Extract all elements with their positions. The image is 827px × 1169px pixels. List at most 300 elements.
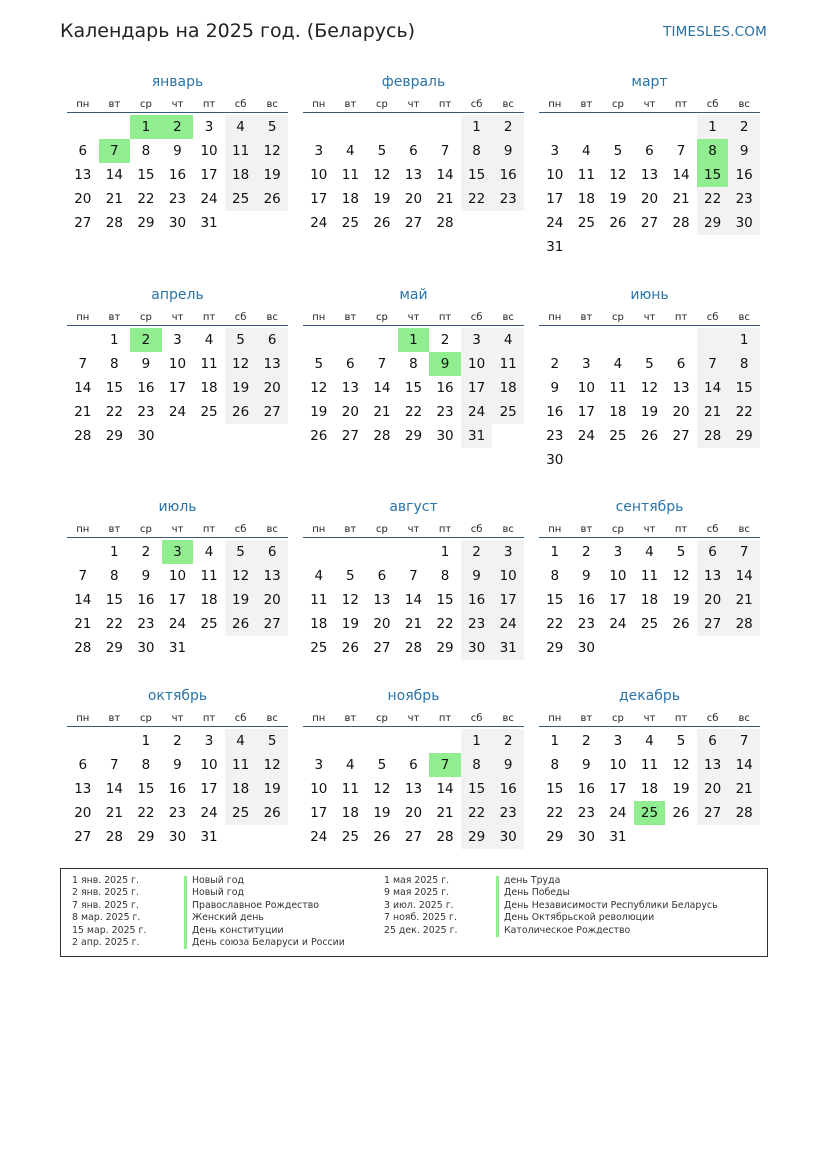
day-cell: 26: [672, 616, 690, 632]
day-cell: 6: [676, 356, 686, 372]
day-cell: 13: [404, 781, 423, 797]
empty-cell: [634, 328, 666, 352]
day-cell: 6: [409, 757, 418, 773]
day-cell: 7: [78, 356, 88, 372]
day-cell: 3: [613, 544, 623, 560]
month-name: сентябрь: [615, 499, 684, 515]
day-cell: 4: [225, 729, 257, 753]
day-cell: 16: [546, 404, 564, 420]
day-cell: 13: [341, 380, 359, 396]
legend-right-marker: [496, 876, 499, 937]
day-cell: 26: [310, 428, 328, 444]
weekday-label: сб: [234, 99, 247, 110]
month-9: [539, 493, 760, 660]
legend-name: Новый год: [192, 875, 244, 886]
page-title: Календарь на 2025 год. (Беларусь): [60, 20, 416, 42]
day-grid: [539, 729, 760, 849]
weekday-label: вт: [344, 713, 357, 724]
day-cell: 23: [577, 616, 595, 632]
day-cell: 29: [105, 640, 123, 656]
day-cell: 17: [200, 781, 218, 797]
day-cell: 17: [310, 191, 328, 207]
day-cell: 27: [341, 428, 359, 444]
weekday-label: пн: [548, 99, 562, 110]
legend-date: 1 янв. 2025 г.: [72, 875, 139, 886]
day-cell: 7: [728, 540, 760, 564]
day-cell: 21: [373, 404, 391, 420]
day-cell: 22: [546, 805, 564, 821]
day-cell: 5: [225, 540, 257, 564]
day-cell: 22: [137, 191, 155, 207]
day-cell: 14: [373, 380, 391, 396]
day-cell: 29: [404, 428, 423, 444]
day-cell: 10: [200, 757, 218, 773]
day-cell: 24: [200, 191, 218, 207]
day-cell: 12: [341, 592, 359, 608]
weekday-label: вт: [344, 312, 357, 323]
day-cell: 22: [137, 805, 155, 821]
day-cell: 3: [204, 119, 214, 135]
day-cell: 13: [74, 781, 92, 797]
day-cell: 15: [461, 777, 493, 801]
legend-name: Женский день: [192, 912, 264, 924]
day-cell: 24: [577, 428, 595, 444]
day-cell: 24: [609, 805, 627, 821]
day-cell: 27: [404, 829, 423, 845]
day-cell: 13: [697, 753, 729, 777]
day-grid: [67, 115, 288, 235]
day-cell: 22: [436, 616, 454, 632]
day-cell: 16: [137, 380, 155, 396]
day-cell: 24: [310, 829, 328, 845]
day-cell: 27: [256, 612, 288, 636]
day-cell: 1: [550, 544, 560, 560]
day-cell: 31: [546, 239, 564, 255]
day-cell: 23: [577, 805, 595, 821]
day-cell: 22: [461, 801, 493, 825]
legend-date: 1 мая 2025 г.: [384, 875, 450, 886]
day-cell: 1: [141, 733, 151, 749]
day-cell: 25: [225, 801, 257, 825]
weekday-label: вс: [266, 99, 278, 110]
day-cell: 30: [461, 636, 493, 660]
weekday-label: вт: [344, 99, 357, 110]
day-cell: 23: [546, 428, 564, 444]
day-grid: [67, 729, 288, 849]
day-cell: 16: [436, 380, 454, 396]
month-2: [303, 68, 524, 235]
day-cell: 18: [310, 616, 328, 632]
legend-date: 3 июл. 2025 г.: [384, 899, 454, 911]
empty-cell: [335, 328, 367, 352]
empty-cell: [602, 328, 634, 352]
day-cell: 17: [492, 588, 524, 612]
empty-cell: [602, 115, 634, 139]
empty-cell: [398, 540, 430, 564]
empty-cell: [634, 115, 666, 139]
day-cell: 19: [341, 616, 359, 632]
day-cell: 14: [436, 167, 454, 183]
weekday-label: чт: [171, 312, 184, 323]
weekday-label: ср: [375, 312, 388, 323]
weekday-label: пт: [674, 524, 688, 535]
weekday-label: ср: [611, 99, 624, 110]
holiday-day: 8: [697, 139, 729, 163]
day-cell: 1: [110, 544, 119, 560]
day-cell: 19: [640, 404, 659, 420]
weekday-label: пт: [438, 312, 452, 323]
weekday-label: чт: [171, 713, 184, 724]
day-cell: 10: [609, 568, 627, 584]
day-cell: 6: [346, 356, 355, 372]
holiday-legend: [60, 868, 768, 957]
day-cell: 10: [461, 352, 493, 376]
day-cell: 24: [492, 612, 524, 636]
day-cell: 16: [461, 588, 493, 612]
weekday-label: пн: [548, 713, 562, 724]
day-grid: [303, 729, 524, 849]
day-cell: 30: [137, 640, 155, 656]
day-cell: 24: [609, 616, 627, 632]
month-name: февраль: [381, 74, 446, 90]
day-cell: 28: [697, 424, 729, 448]
day-cell: 19: [609, 191, 627, 207]
day-cell: 25: [609, 428, 627, 444]
day-cell: 31: [168, 640, 187, 656]
month-3: [539, 68, 760, 259]
legend-right-dates: [384, 875, 458, 937]
day-cell: 10: [609, 757, 627, 773]
weekday-label: вс: [738, 99, 750, 110]
day-cell: 23: [168, 191, 187, 207]
day-cell: 17: [577, 404, 595, 420]
day-cell: 18: [225, 777, 257, 801]
day-cell: 21: [728, 777, 760, 801]
weekday-header: [67, 309, 288, 326]
day-cell: 19: [672, 781, 690, 797]
weekday-header: [303, 521, 524, 538]
day-cell: 4: [204, 332, 214, 348]
weekday-label: пн: [76, 713, 90, 724]
day-cell: 2: [440, 332, 450, 348]
day-cell: 20: [697, 588, 729, 612]
legend-name: Православное Рождество: [192, 899, 319, 911]
day-cell: 2: [492, 115, 524, 139]
day-cell: 20: [74, 805, 92, 821]
day-cell: 4: [346, 143, 355, 159]
day-cell: 11: [200, 356, 218, 372]
day-cell: 24: [310, 215, 328, 231]
day-cell: 14: [436, 781, 454, 797]
weekday-label: пн: [312, 99, 326, 110]
day-cell: 22: [461, 187, 493, 211]
day-cell: 14: [728, 564, 760, 588]
day-cell: 13: [697, 564, 729, 588]
day-cell: 5: [225, 328, 257, 352]
day-grid: [539, 115, 760, 259]
empty-cell: [303, 540, 335, 564]
day-cell: 30: [546, 452, 564, 468]
day-cell: 21: [672, 191, 690, 207]
day-cell: 23: [137, 404, 155, 420]
day-cell: 3: [582, 356, 591, 372]
weekday-label: пт: [674, 312, 688, 323]
day-cell: 28: [672, 215, 690, 231]
day-cell: 27: [697, 612, 729, 636]
weekday-label: ср: [375, 524, 388, 535]
empty-cell: [697, 328, 729, 352]
day-grid: [303, 328, 524, 448]
holiday-day: 1: [398, 328, 430, 352]
day-cell: 15: [105, 380, 123, 396]
day-cell: 9: [492, 753, 524, 777]
holiday-day: 2: [130, 328, 162, 352]
month-name: декабрь: [618, 688, 681, 704]
month-7: [67, 493, 288, 660]
day-cell: 4: [346, 757, 355, 773]
day-cell: 22: [697, 187, 729, 211]
weekday-label: пт: [674, 713, 688, 724]
empty-cell: [539, 115, 571, 139]
day-cell: 12: [310, 380, 328, 396]
day-cell: 1: [440, 544, 450, 560]
day-cell: 25: [341, 829, 359, 845]
month-name: январь: [151, 74, 204, 90]
day-cell: 5: [314, 356, 324, 372]
day-cell: 8: [409, 356, 418, 372]
day-cell: 6: [697, 729, 729, 753]
day-cell: 11: [577, 167, 595, 183]
month-6: [539, 281, 760, 472]
day-cell: 10: [492, 564, 524, 588]
day-cell: 28: [105, 829, 123, 845]
empty-cell: [335, 115, 367, 139]
day-cell: 3: [173, 332, 182, 348]
month-name: май: [399, 287, 428, 303]
empty-cell: [665, 115, 697, 139]
day-cell: 28: [404, 640, 423, 656]
day-cell: 25: [341, 215, 359, 231]
day-cell: 3: [613, 733, 623, 749]
day-cell: 21: [105, 805, 123, 821]
day-cell: 22: [728, 400, 760, 424]
day-cell: 14: [728, 753, 760, 777]
day-cell: 6: [256, 540, 288, 564]
day-cell: 15: [105, 592, 123, 608]
weekday-label: вт: [108, 312, 121, 323]
weekday-label: вс: [502, 524, 514, 535]
weekday-label: ср: [139, 312, 152, 323]
day-cell: 26: [225, 612, 257, 636]
day-cell: 19: [225, 588, 257, 612]
day-cell: 17: [168, 380, 187, 396]
day-cell: 16: [728, 163, 760, 187]
day-cell: 4: [645, 733, 654, 749]
day-cell: 28: [74, 640, 92, 656]
day-cell: 28: [436, 829, 454, 845]
day-cell: 31: [461, 424, 493, 448]
day-cell: 14: [697, 376, 729, 400]
empty-cell: [366, 328, 398, 352]
day-cell: 10: [310, 167, 328, 183]
weekday-label: вт: [580, 713, 593, 724]
day-cell: 29: [461, 825, 493, 849]
day-cell: 5: [256, 729, 288, 753]
day-cell: 21: [74, 404, 92, 420]
day-cell: 30: [168, 829, 187, 845]
day-cell: 24: [200, 805, 218, 821]
day-cell: 15: [137, 781, 155, 797]
weekday-label: ср: [139, 713, 152, 724]
day-cell: 11: [341, 167, 359, 183]
day-cell: 18: [225, 163, 257, 187]
day-cell: 16: [168, 167, 187, 183]
day-cell: 25: [577, 215, 595, 231]
day-cell: 1: [728, 328, 760, 352]
day-cell: 27: [404, 215, 423, 231]
empty-cell: [99, 115, 131, 139]
day-cell: 18: [200, 380, 218, 396]
day-cell: 25: [492, 400, 524, 424]
weekday-label: пт: [438, 524, 452, 535]
weekday-label: пн: [76, 99, 90, 110]
day-cell: 8: [550, 757, 560, 773]
day-cell: 31: [200, 829, 218, 845]
weekday-label: ср: [139, 99, 152, 110]
day-cell: 21: [436, 191, 454, 207]
empty-cell: [366, 729, 398, 753]
day-cell: 25: [225, 187, 257, 211]
day-cell: 2: [141, 544, 151, 560]
weekday-label: чт: [643, 713, 656, 724]
day-cell: 24: [546, 215, 564, 231]
day-cell: 8: [141, 143, 151, 159]
day-cell: 27: [640, 215, 659, 231]
empty-cell: [366, 540, 398, 564]
day-cell: 30: [577, 829, 595, 845]
month-1: [67, 68, 288, 235]
day-cell: 22: [546, 616, 564, 632]
day-cell: 21: [404, 616, 423, 632]
day-cell: 12: [609, 167, 627, 183]
day-cell: 19: [672, 592, 690, 608]
month-11: [303, 682, 524, 849]
day-cell: 12: [256, 139, 288, 163]
legend-left-marker: [184, 876, 187, 949]
day-cell: 16: [168, 781, 187, 797]
weekday-label: вс: [266, 713, 278, 724]
day-cell: 12: [256, 753, 288, 777]
day-cell: 12: [640, 380, 659, 396]
day-cell: 29: [697, 211, 729, 235]
day-cell: 9: [492, 139, 524, 163]
day-cell: 28: [728, 801, 760, 825]
weekday-label: пн: [76, 312, 90, 323]
day-cell: 17: [546, 191, 564, 207]
day-cell: 9: [582, 757, 591, 773]
day-cell: 2: [461, 540, 493, 564]
day-cell: 25: [200, 616, 218, 632]
day-cell: 8: [550, 568, 560, 584]
legend-name: День конституции: [192, 924, 284, 936]
legend-date: 9 мая 2025 г.: [384, 887, 450, 899]
day-cell: 28: [105, 215, 123, 231]
day-cell: 1: [461, 729, 493, 753]
day-cell: 18: [492, 376, 524, 400]
day-cell: 13: [74, 167, 92, 183]
day-cell: 15: [436, 592, 454, 608]
legend-name: День Независимости Республики Беларусь: [504, 899, 718, 911]
weekday-label: пт: [438, 713, 452, 724]
day-cell: 21: [436, 805, 454, 821]
day-cell: 29: [105, 428, 123, 444]
weekday-label: сб: [470, 713, 483, 724]
empty-cell: [398, 115, 430, 139]
day-cell: 12: [672, 757, 690, 773]
weekday-label: чт: [407, 99, 420, 110]
day-cell: 4: [204, 544, 214, 560]
day-cell: 9: [461, 564, 493, 588]
day-cell: 14: [74, 592, 92, 608]
day-grid: [67, 328, 288, 448]
day-cell: 23: [168, 805, 187, 821]
weekday-label: сб: [706, 524, 719, 535]
legend-date: 15 мар. 2025 г.: [72, 924, 147, 936]
weekday-label: вт: [108, 713, 121, 724]
day-cell: 10: [168, 568, 187, 584]
day-cell: 9: [550, 380, 560, 396]
day-cell: 31: [492, 636, 524, 660]
day-cell: 21: [728, 588, 760, 612]
day-cell: 12: [672, 568, 690, 584]
day-cell: 11: [310, 592, 328, 608]
weekday-label: вс: [502, 713, 514, 724]
day-cell: 5: [613, 143, 623, 159]
day-cell: 1: [697, 115, 729, 139]
day-cell: 4: [492, 328, 524, 352]
day-cell: 8: [110, 568, 119, 584]
day-cell: 26: [640, 428, 659, 444]
empty-cell: [571, 328, 603, 352]
day-cell: 18: [640, 781, 659, 797]
weekday-label: ср: [611, 524, 624, 535]
site-link[interactable]: TIMESLES.COM: [663, 24, 767, 40]
day-cell: 3: [461, 328, 493, 352]
day-cell: 14: [404, 592, 423, 608]
day-cell: 4: [613, 356, 623, 372]
day-cell: 28: [728, 612, 760, 636]
day-cell: 6: [256, 328, 288, 352]
day-cell: 8: [440, 568, 450, 584]
weekday-label: вс: [502, 312, 514, 323]
weekday-label: сб: [706, 99, 719, 110]
day-cell: 27: [74, 829, 92, 845]
weekday-header: [303, 309, 524, 326]
day-cell: 2: [582, 544, 591, 560]
day-cell: 30: [137, 428, 155, 444]
day-cell: 5: [676, 544, 686, 560]
day-cell: 5: [377, 757, 387, 773]
day-cell: 18: [577, 191, 595, 207]
day-cell: 15: [728, 376, 760, 400]
weekday-label: сб: [470, 524, 483, 535]
day-cell: 26: [256, 801, 288, 825]
weekday-label: сб: [470, 99, 483, 110]
day-cell: 26: [672, 805, 690, 821]
day-cell: 25: [200, 404, 218, 420]
weekday-label: пн: [548, 312, 562, 323]
weekday-label: сб: [470, 312, 483, 323]
